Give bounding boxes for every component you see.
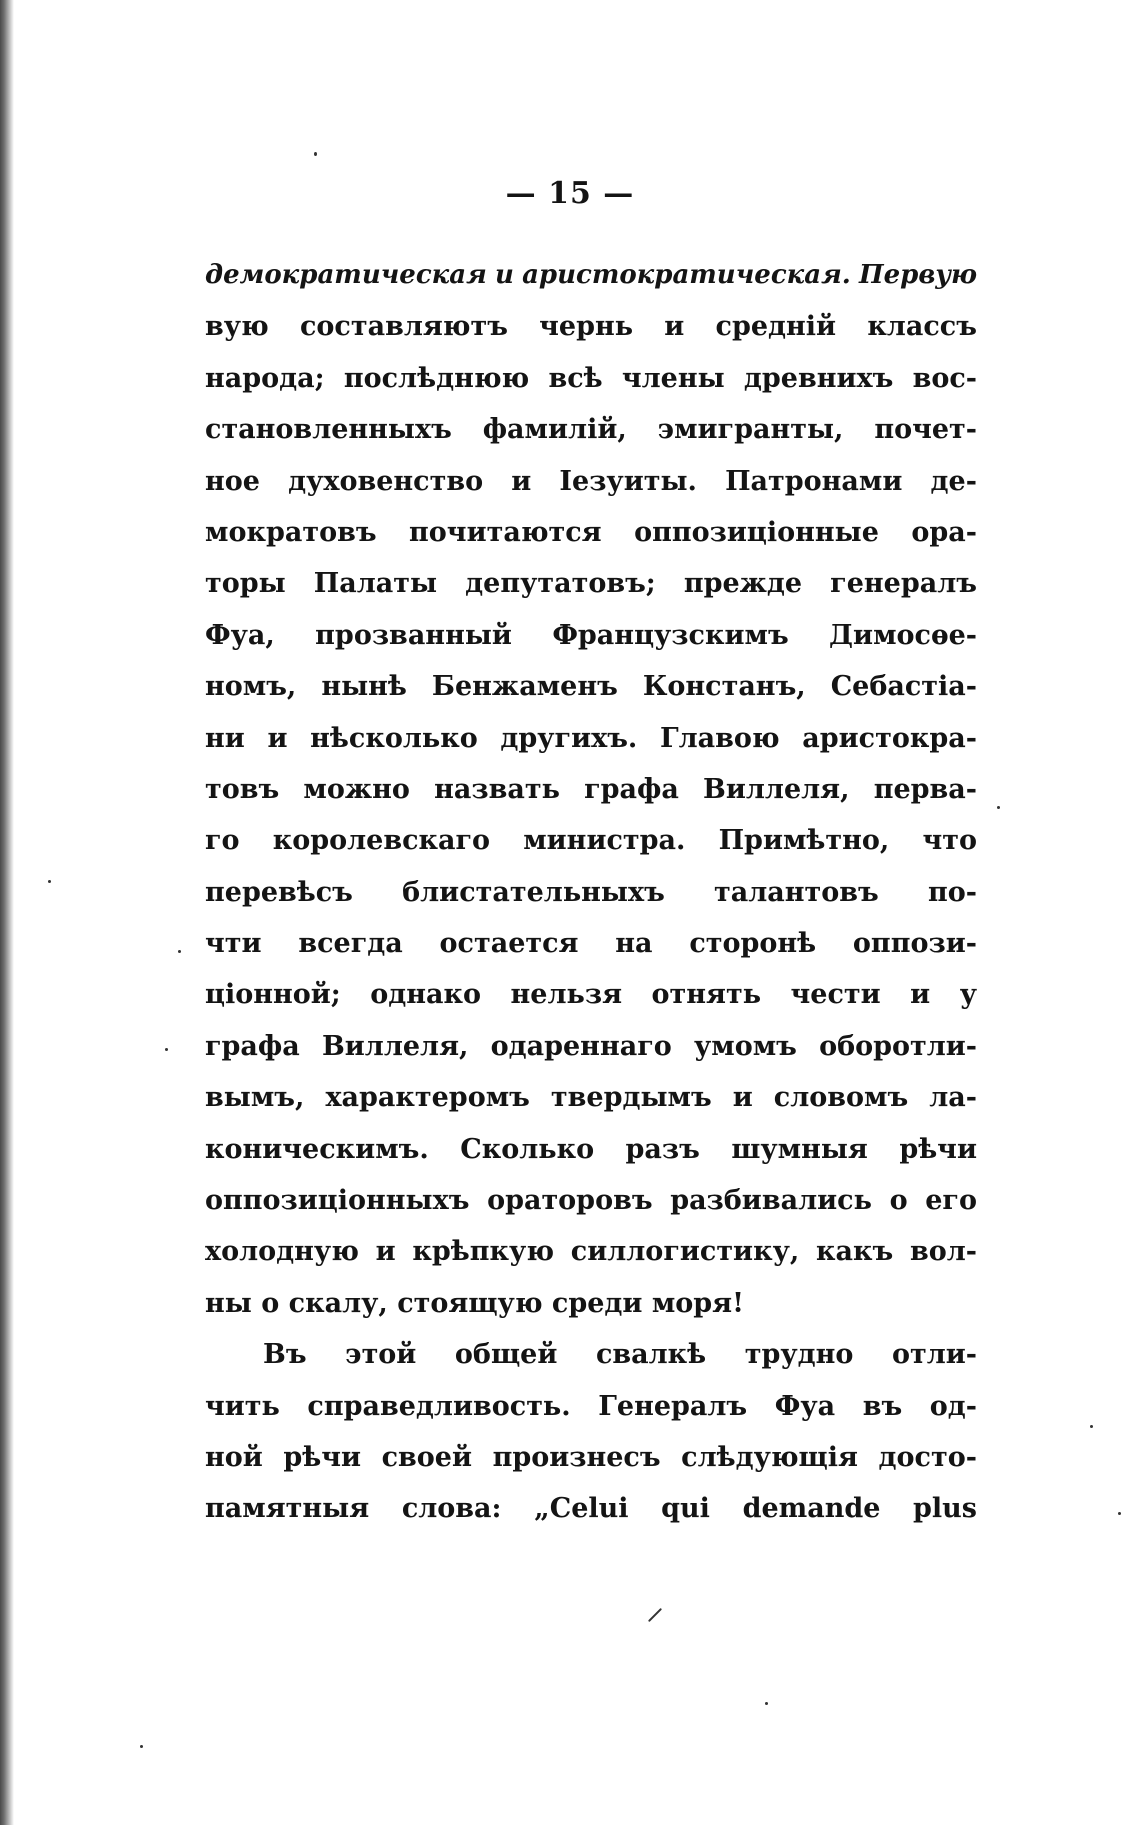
word: всегда — [298, 928, 403, 960]
text-line-content — [205, 404, 977, 455]
word: вую — [205, 311, 269, 343]
text-line — [205, 969, 977, 1020]
word: справедливость. — [307, 1390, 571, 1422]
word: на — [615, 928, 653, 960]
word: свалкѣ — [595, 1339, 707, 1371]
word: Iезуиты. — [559, 465, 697, 497]
word: мократовъ — [205, 516, 377, 548]
word: Фуа — [774, 1390, 836, 1422]
word: по- — [928, 876, 977, 908]
word: о — [889, 1185, 908, 1217]
word: ной — [205, 1441, 263, 1473]
word: талантовъ — [714, 876, 879, 908]
text-line — [205, 1432, 977, 1483]
word: „Celui — [534, 1493, 629, 1525]
word: становленныхъ — [205, 414, 452, 446]
word: прозванный — [315, 619, 512, 651]
word: члены — [621, 362, 725, 394]
word: оппози- — [852, 928, 977, 960]
text-line — [205, 301, 977, 352]
word: рѣчи — [283, 1441, 362, 1473]
text-line-content — [205, 301, 977, 352]
word: и — [732, 1082, 753, 1114]
word: разбивались — [670, 1185, 872, 1217]
text-line-content — [205, 1124, 977, 1175]
word: ла- — [929, 1082, 977, 1114]
word: цiонной; — [205, 979, 341, 1011]
word: де- — [930, 465, 977, 497]
word: Бенжаменъ — [431, 671, 618, 703]
word: рѣчи — [899, 1133, 977, 1165]
word: и — [375, 1236, 396, 1268]
word: генералъ — [830, 568, 977, 600]
word: другихъ. — [500, 722, 638, 754]
word: какъ — [816, 1236, 894, 1268]
word: чернь — [539, 311, 634, 343]
text-line — [205, 1175, 977, 1226]
text-line-content — [205, 558, 977, 609]
word: у — [959, 979, 977, 1011]
text-line-content — [205, 353, 977, 404]
text-line-content — [205, 1072, 977, 1123]
word: почет- — [874, 414, 977, 446]
text-line — [205, 1483, 977, 1534]
word: Димосѳе- — [829, 619, 977, 651]
text-line — [205, 353, 977, 404]
word: Констанъ, — [642, 671, 806, 703]
text-line — [205, 404, 977, 455]
scan-speck — [48, 880, 51, 883]
word: фамилiй, — [482, 414, 627, 446]
word: чти — [205, 928, 262, 960]
scan-speck — [765, 1702, 768, 1705]
word: разъ — [625, 1133, 700, 1165]
text-line-content — [205, 764, 977, 815]
text-line — [205, 764, 977, 815]
scan-speck — [314, 152, 317, 156]
word: умомъ — [693, 1030, 797, 1062]
text-line — [205, 250, 977, 301]
word: ораторовъ — [487, 1185, 653, 1217]
word: Фуа, — [205, 619, 275, 651]
word: вымъ, — [205, 1082, 305, 1114]
word: послѣднюю — [343, 362, 530, 394]
word: королевскаго — [272, 825, 491, 857]
word: слова: — [401, 1493, 502, 1525]
text-line — [205, 610, 977, 661]
word: среднiй — [715, 311, 837, 343]
word: и — [494, 260, 514, 290]
word: од- — [929, 1390, 977, 1422]
word: словомъ — [773, 1082, 909, 1114]
scan-speck — [648, 1608, 662, 1622]
word: Примѣтно, — [718, 825, 890, 857]
word: памятныя — [205, 1493, 370, 1525]
text-line — [205, 507, 977, 558]
word: аристократическая. — [522, 260, 851, 290]
word: и — [267, 722, 288, 754]
text-line-content — [205, 918, 977, 969]
word: qui — [661, 1493, 710, 1525]
scan-speck — [1118, 1512, 1121, 1515]
word: назвать — [434, 773, 560, 805]
text-line-content — [205, 867, 977, 918]
word: графа — [205, 1030, 300, 1062]
word: что — [922, 825, 977, 857]
word: одареннаго — [490, 1030, 672, 1062]
word: аристокра- — [802, 722, 977, 754]
word: отли- — [891, 1339, 977, 1371]
word: можно — [303, 773, 410, 805]
word: Сколько — [460, 1133, 595, 1165]
text-line-content — [205, 1226, 977, 1277]
word: Французскимъ — [552, 619, 789, 651]
word: го — [205, 825, 240, 857]
scan-speck — [997, 806, 1000, 809]
word: достo- — [878, 1441, 977, 1473]
text-line-content — [205, 661, 977, 712]
word: составляютъ — [299, 311, 508, 343]
word: и — [511, 465, 532, 497]
word: общей — [454, 1339, 558, 1371]
word: почитаются — [409, 516, 602, 548]
word: характеромъ — [325, 1082, 530, 1114]
word: Первую — [859, 260, 977, 290]
word: перевѣсъ — [205, 876, 353, 908]
word: и — [910, 979, 931, 1011]
text-line — [205, 1072, 977, 1123]
word: силлогистику, — [570, 1236, 800, 1268]
word: чить — [205, 1390, 280, 1422]
word: духовенство — [288, 465, 484, 497]
text-line — [205, 1381, 977, 1432]
text-line-content — [205, 1021, 977, 1072]
word: графа — [584, 773, 679, 805]
text-line — [205, 918, 977, 969]
word: ора- — [911, 516, 977, 548]
word: Въ — [263, 1339, 307, 1371]
page-number: — 15 — — [505, 176, 635, 211]
word: Палаты — [313, 568, 438, 600]
word: перва- — [873, 773, 977, 805]
word: ное — [205, 465, 260, 497]
word: demande — [742, 1493, 881, 1525]
scan-speck — [178, 950, 181, 953]
word: блистательныхъ — [402, 876, 665, 908]
word: демократическая — [205, 260, 487, 290]
word: слѣдующiя — [681, 1441, 858, 1473]
text-line — [205, 713, 977, 764]
word: министра. — [523, 825, 686, 857]
text-line — [205, 558, 977, 609]
scan-speck — [165, 1048, 168, 1051]
word: всѣ — [548, 362, 603, 394]
text-line-content — [205, 713, 977, 764]
word: товъ — [205, 773, 280, 805]
word: его — [925, 1185, 977, 1217]
word: вол- — [909, 1236, 977, 1268]
word: въ — [862, 1390, 903, 1422]
page-gutter-shadow — [0, 0, 14, 1825]
text-line — [205, 661, 977, 712]
word: оборотли- — [819, 1030, 977, 1062]
word: классъ — [867, 311, 977, 343]
text-line-content — [205, 1175, 977, 1226]
word: чести — [790, 979, 881, 1011]
text-line — [205, 1329, 977, 1380]
text-line — [205, 1021, 977, 1072]
text-line-content — [205, 456, 977, 507]
word: Главою — [659, 722, 780, 754]
word: этой — [345, 1339, 417, 1371]
word: холодную — [205, 1236, 359, 1268]
word: Виллеля, — [321, 1030, 469, 1062]
text-line-content — [205, 250, 977, 301]
word: Виллеля, — [703, 773, 850, 805]
word: нѣсколько — [310, 722, 478, 754]
scan-speck — [140, 1745, 143, 1748]
word: шумныя — [731, 1133, 868, 1165]
word: трудно — [744, 1339, 854, 1371]
word: эмигранты, — [657, 414, 844, 446]
scan-speck — [1090, 1425, 1093, 1428]
word: прежде — [683, 568, 803, 600]
word: твердымъ — [550, 1082, 712, 1114]
word: произнесъ — [492, 1441, 661, 1473]
word: своей — [381, 1441, 472, 1473]
word: номъ, — [205, 671, 297, 703]
word: народа; — [205, 362, 325, 394]
word: нынѣ — [321, 671, 407, 703]
word: коническимъ. — [205, 1133, 429, 1165]
text-line-content: ны о скалу, стоящую среди моря! — [205, 1287, 744, 1319]
text-line-content — [205, 610, 977, 661]
text-line-content — [263, 1329, 977, 1380]
word: крѣпкую — [412, 1236, 555, 1268]
text-line-content — [205, 1483, 977, 1534]
text-line-content — [205, 1381, 977, 1432]
word: Себастiа- — [830, 671, 977, 703]
text-line-content — [205, 507, 977, 558]
word: остается — [439, 928, 579, 960]
text-line — [205, 1226, 977, 1277]
word: однако — [370, 979, 482, 1011]
text-line — [205, 867, 977, 918]
word: оппозицiонные — [634, 516, 879, 548]
word: и — [664, 311, 685, 343]
text-line — [205, 456, 977, 507]
word: нельзя — [510, 979, 623, 1011]
text-line-content — [205, 815, 977, 866]
word: ни — [205, 722, 245, 754]
word: Патронами — [725, 465, 903, 497]
word: plus — [913, 1493, 977, 1525]
text-line-content — [205, 969, 977, 1020]
word: отнять — [651, 979, 762, 1011]
word: Генералъ — [598, 1390, 748, 1422]
word: торы — [205, 568, 286, 600]
text-line — [205, 1124, 977, 1175]
text-line — [205, 815, 977, 866]
word: оппозицiонныхъ — [205, 1185, 470, 1217]
word: вос- — [912, 362, 977, 394]
word: сторонѣ — [689, 928, 817, 960]
word: депутатовъ; — [465, 568, 656, 600]
text-line — [205, 1278, 977, 1329]
body-text — [205, 250, 977, 1535]
text-line-content — [205, 1432, 977, 1483]
word: древнихъ — [743, 362, 894, 394]
